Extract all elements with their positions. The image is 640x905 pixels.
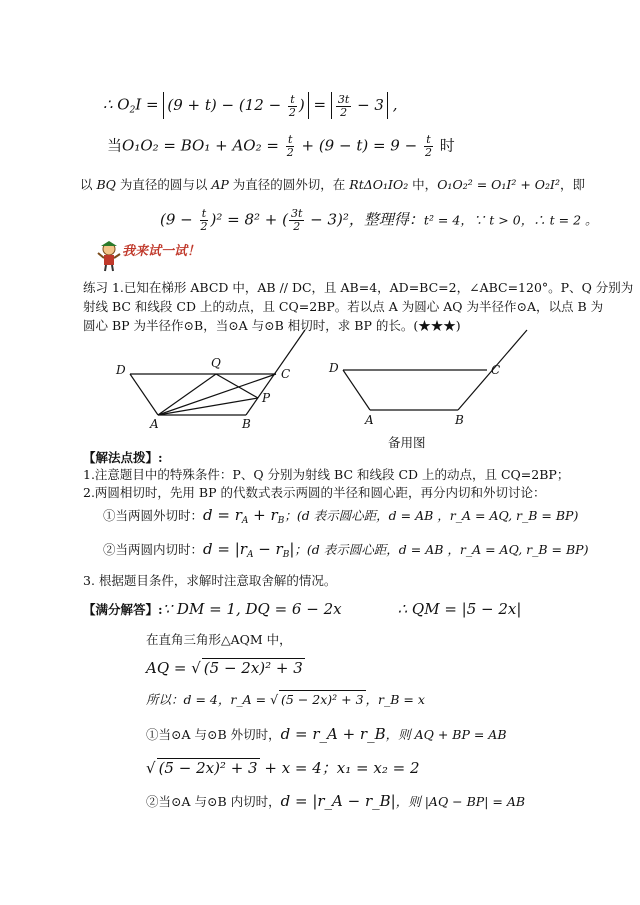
- solution-line-6: √ (5 − 2x)² + 3 + x = 4；x₁ = x₂ = 2: [146, 759, 420, 777]
- trapezoid-figure: [110, 328, 320, 430]
- problem-line-1: 练习 1.已知在梯形 ABCD 中，AB // DC，且 AB=4，AD=BC=2，∠ABC=120°。P、Q 分别为: [83, 280, 634, 295]
- label-d: D: [329, 361, 339, 375]
- hint-line-1: 1.注意题目中的特殊条件：P、Q 分别为射线 BC 和线段 CD 上的动点，且 CQ=2BP；: [83, 467, 570, 482]
- equation-line-2: 当O₁O₂ = BO₁ + AO₂ = $\frac{t}{2}$ + (9 − t) = 9 − $\frac{t}{2}$ 时: [107, 133, 455, 159]
- backup-figure: [325, 328, 540, 430]
- label-a: A: [365, 413, 374, 427]
- mascot-icon: [96, 240, 122, 272]
- solution-line-3: AQ = √ (5 − 2x)² + 3: [146, 659, 303, 677]
- hint-line-2: 2.两圆相切时，先用 BP 的代数式表示两圆的半径和圆心距，再分内切和外切讨论：: [83, 485, 546, 500]
- label-p: P: [262, 391, 271, 405]
- try-it-heading: 我来试一试！: [122, 244, 201, 259]
- label-a: A: [150, 417, 159, 430]
- hint-line-3: ①当两圆外切时：$d = r_A + r_B$；(d 表示圆心距，d = AB ，r_A = AQ, r_B = BP): [103, 506, 579, 526]
- equation-line-1: ∴ $O_2I = (9 + t) - (12$ − $\frac{t}{2}$ ) = $\frac{3t}{2}$ − 3 ,: [103, 92, 398, 119]
- figure-caption: 备用图: [388, 435, 426, 450]
- solution-line-4: 所以：d = 4，r_A = √ (5 − 2x)² + 3 ，r_B = x: [146, 692, 425, 707]
- label-b: B: [242, 417, 251, 430]
- label-d: D: [116, 363, 126, 377]
- hint-line-4: ②当两圆内切时：$d = |r_A - r_B|$；(d 表示圆心距，d = AB ，r_A = AQ, r_B = BP): [103, 540, 589, 560]
- label-c: C: [281, 367, 291, 381]
- solution-line-5: ①当⊙A 与⊙B 外切时，d = r_A + r_B，则 AQ + BP = AB: [146, 725, 507, 743]
- problem-line-3: 圆心 BP 为半径作⊙B，当⊙A 与⊙B 相切时，求 BP 的长。(★★★): [83, 318, 461, 333]
- equation-line-4: (9 − $\frac{t}{2}$ )² = 8² + ( $\frac{3t}{2}$ − 3)²，整理得：t² = 4，∵ t > 0，∴ t = 2 。: [160, 207, 598, 233]
- solution-line-7: ②当⊙A 与⊙B 内切时，d = |r_A − r_B|，则 |AQ − BP| = AB: [146, 792, 526, 810]
- problem-line-2: 射线 BC 和线段 CD 上的动点，且 CQ=2BP。若以点 A 为圆心 AQ 为半径作⊙A，以点 B 为: [83, 299, 604, 314]
- solution-line-2: 在直角三角形△AQM 中，: [146, 632, 292, 647]
- text-line-3: 以 BQ 为直径的圆与以 AP 为直径的圆外切，在 RtΔO₁IO₂ 中，O₁O₂² = O₁I² + O₂I²，即: [80, 177, 585, 192]
- solution-line-1: 【满分解答】:∵ DM = 1, DQ = 6 − 2x ∴ QM = |5 − 2x|: [83, 600, 522, 618]
- hint-line-5: 3. 根据题目条件，求解时注意取舍解的情况。: [83, 573, 337, 588]
- hint-title: 【解法点拨】:: [83, 450, 163, 465]
- label-b: B: [455, 413, 464, 427]
- label-q: Q: [211, 356, 221, 370]
- label-c: C: [491, 363, 501, 377]
